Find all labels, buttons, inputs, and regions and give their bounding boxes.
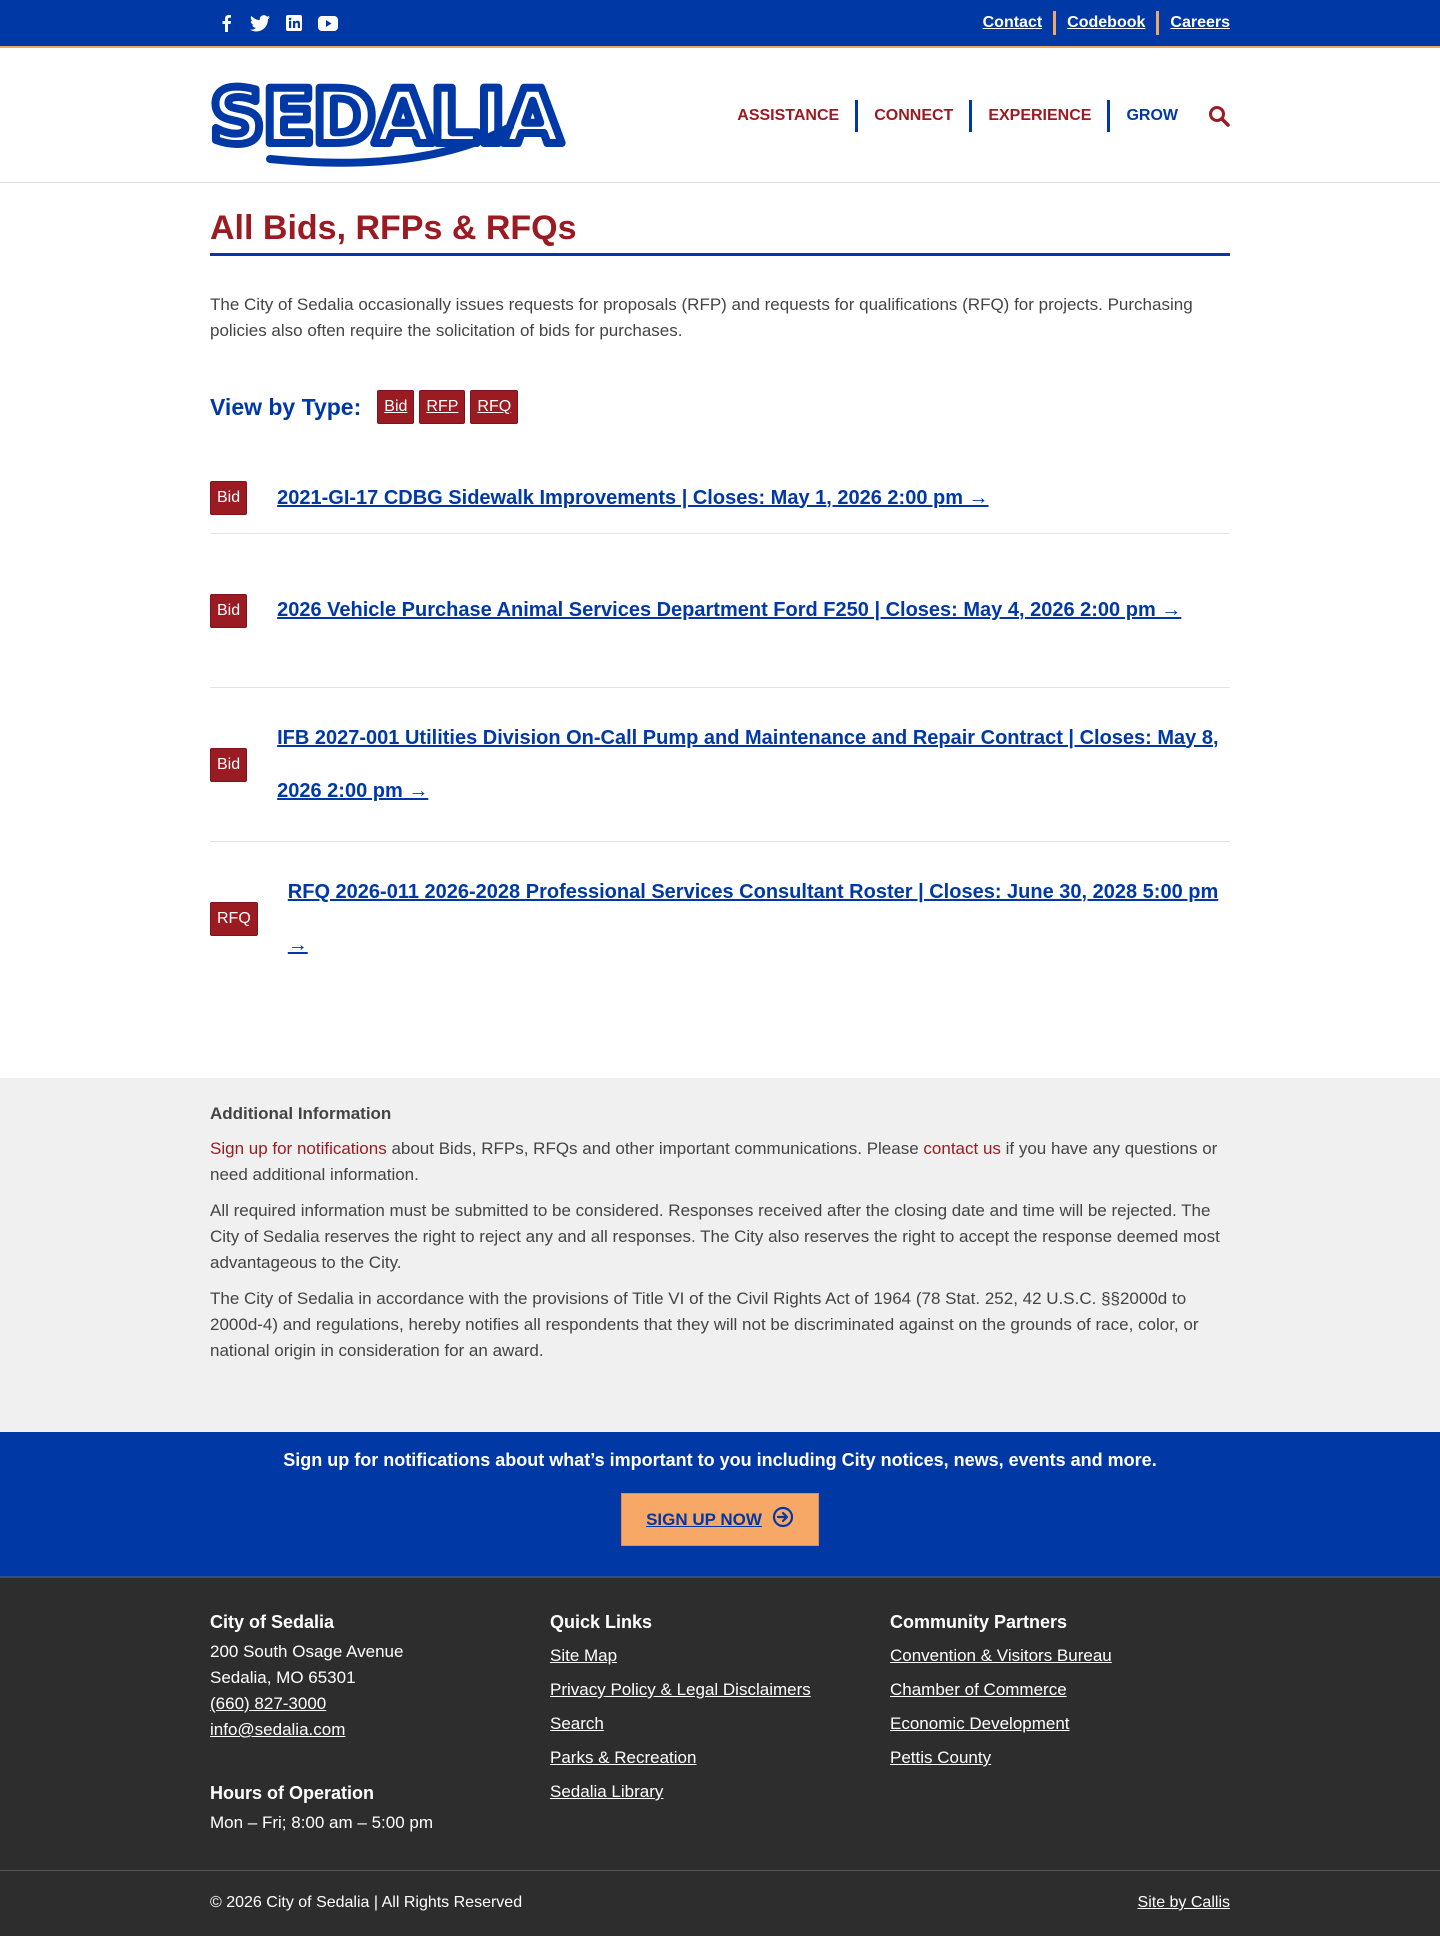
arrow-circle-icon <box>772 1506 794 1533</box>
search-link[interactable]: Search <box>550 1714 604 1733</box>
page-title: All Bids, RFPs & RFQs <box>210 209 1230 256</box>
footer-email-link[interactable]: info@sedalia.com <box>210 1720 346 1739</box>
nav-connect[interactable]: CONNECT <box>874 106 954 124</box>
economic-development-link[interactable]: Economic Development <box>890 1714 1070 1733</box>
site-credit-link[interactable]: Site by Callis <box>1137 1894 1230 1911</box>
contact-link[interactable]: Contact <box>982 14 1043 31</box>
sign-up-now-button[interactable]: SIGN UP NOW <box>621 1493 819 1546</box>
footer-phone-link[interactable]: (660) 827-3000 <box>210 1694 327 1713</box>
footer-hours-heading: Hours of Operation <box>210 1783 375 1803</box>
list-item <box>210 842 1230 996</box>
svg-text:SEDALIA: SEDALIA <box>210 71 561 161</box>
main-content <box>210 209 1230 996</box>
quick-links-heading: Quick Links <box>550 1612 653 1632</box>
additional-info-heading: Additional Information <box>210 1104 392 1123</box>
site-header <box>0 48 1440 183</box>
bid-list <box>210 462 1230 996</box>
list-item <box>210 462 1230 534</box>
list-item <box>210 688 1230 842</box>
privacy-policy-link[interactable]: Privacy Policy & Legal Disclaimers <box>550 1680 811 1699</box>
filter-bid[interactable]: Bid <box>377 390 414 424</box>
copyright: © 2026 City of Sedalia | All Rights Reserved <box>210 1894 523 1911</box>
intro-text: The City of Sedalia occasionally issues requests for proposals (RFP) and requests for qualifications (RFQ) for projects. Purchasing policies also often require the solicitation of bids for purchases. <box>210 295 1193 340</box>
footer-community-partners <box>890 1612 1230 1836</box>
additional-info-section <box>0 1078 1440 1432</box>
item-link[interactable]: 2026 Vehicle Purchase Animal Services Department Ford F250 | Closes: May 4, 2026 2:00 pm → <box>277 599 1182 621</box>
type-badge[interactable]: Bid <box>210 748 247 782</box>
pettis-county-link[interactable]: Pettis County <box>890 1748 992 1767</box>
footer-address-line: Sedalia, MO 65301 <box>210 1668 356 1687</box>
youtube-icon[interactable] <box>318 13 338 33</box>
signup-band <box>0 1432 1440 1578</box>
site-footer <box>0 1578 1440 1870</box>
linkedin-icon[interactable] <box>284 13 304 33</box>
additional-info-p1: Sign up for notifications about Bids, RFPs, RFQs and other important communications. Please contact us if you have any questions or need additional information. <box>210 1139 1218 1184</box>
footer-hours: Mon – Fri; 8:00 am – 5:00 pm <box>210 1813 433 1832</box>
signup-notifications-link[interactable]: Sign up for notifications <box>210 1139 387 1158</box>
item-link[interactable]: 2021-GI-17 CDBG Sidewalk Improvements | Closes: May 1, 2026 2:00 pm → <box>277 486 989 509</box>
chamber-of-commerce-link[interactable]: Chamber of Commerce <box>890 1680 1067 1699</box>
footer-bottom-bar <box>0 1870 1440 1936</box>
nav-grow[interactable]: GROW <box>1126 106 1178 124</box>
list-item <box>210 534 1230 688</box>
site-map-link[interactable]: Site Map <box>550 1646 618 1665</box>
sedalia-logo[interactable] <box>210 65 561 169</box>
signup-text: Sign up for notifications about what’s important to you including City notices, news, events and more. <box>283 1450 1157 1470</box>
type-badge[interactable]: Bid <box>210 481 247 515</box>
community-partners-heading: Community Partners <box>890 1612 1068 1632</box>
type-badge[interactable]: Bid <box>210 594 247 628</box>
codebook-link[interactable]: Codebook <box>1067 14 1146 31</box>
logo-wordmark <box>210 65 561 169</box>
convention-visitors-link[interactable]: Convention & Visitors Bureau <box>890 1646 1112 1665</box>
item-link[interactable]: RFQ 2026-011 2026-2028 Professional Services Consultant Roster | Closes: June 30, 2028 5:00 pm → <box>287 881 1219 956</box>
footer-address-line: 200 South Osage Avenue <box>210 1642 404 1661</box>
main-nav <box>721 100 1230 132</box>
social-links <box>210 13 338 33</box>
search-icon[interactable] <box>1208 105 1230 127</box>
utility-links <box>972 11 1230 35</box>
top-bar <box>0 0 1440 48</box>
facebook-icon[interactable] <box>216 13 236 33</box>
view-by-type <box>210 390 1230 424</box>
nav-assistance[interactable]: ASSISTANCE <box>737 106 840 124</box>
nav-experience[interactable]: EXPERIENCE <box>988 106 1092 124</box>
footer-quick-links <box>550 1612 890 1836</box>
view-by-label: View by Type: <box>210 393 362 420</box>
careers-link[interactable]: Careers <box>1170 14 1230 31</box>
parks-recreation-link[interactable]: Parks & Recreation <box>550 1748 697 1767</box>
filter-rfp[interactable]: RFP <box>419 390 465 424</box>
item-link[interactable]: IFB 2027-001 Utilities Division On-Call Pump and Maintenance and Repair Contract | Closes: May 8, 2026 2:00 pm → <box>277 726 1219 802</box>
additional-info-p2: All required information must be submitted to be considered. Responses received after the closing date and time will be rejected. The City of Sedalia reserves the right to reject any and all responses. The City also reserves the right to accept the response deemed most advantageous to the City. <box>210 1201 1220 1272</box>
footer-contact-col <box>210 1612 550 1836</box>
footer-org-name: City of Sedalia <box>210 1612 335 1632</box>
filter-rfq[interactable]: RFQ <box>470 390 518 424</box>
twitter-icon[interactable] <box>250 13 270 33</box>
contact-us-link[interactable]: contact us <box>923 1139 1001 1158</box>
additional-info-p3: The City of Sedalia in accordance with the provisions of Title VI of the Civil Rights Act of 1964 (78 Stat. 252, 42 U.S.C. §§2000d to 2000d-4) and regulations, hereby notifies all respondents that they will not be discriminated against on the grounds of race, color, or national origin in consideration for an award. <box>210 1289 1199 1360</box>
sedalia-library-link[interactable]: Sedalia Library <box>550 1782 664 1801</box>
type-badge[interactable]: RFQ <box>210 902 258 936</box>
